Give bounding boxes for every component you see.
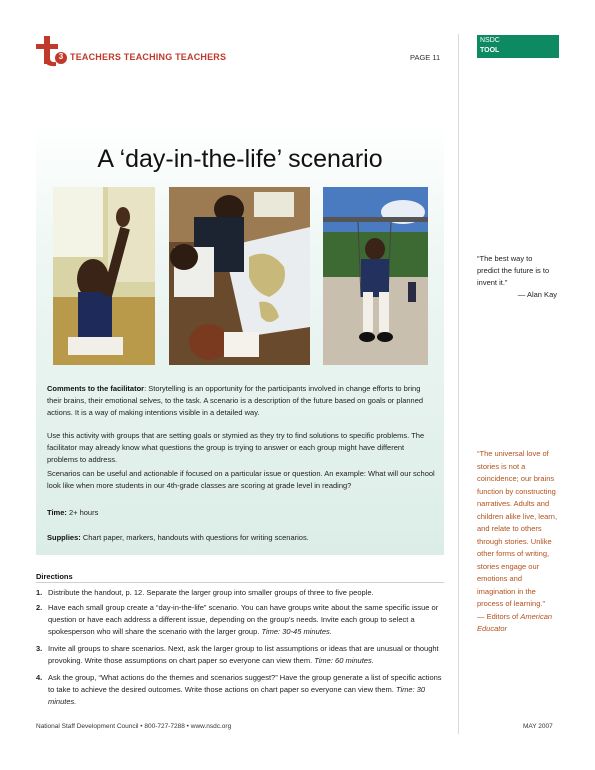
sidebar-quote-kay: “The best way to predict the future is to invent it.” [477,254,550,287]
photo-child-on-swing [323,187,428,365]
step-text: Distribute the handout, p. 12. Separate the larger group into smaller groups of three to five people. [48,588,374,597]
step-text: Ask the group, “What actions do the themes and scenarios suggest?” Have the group generate a list of specific actions to take to achieve the desired outcomes. Write those actions on chart paper so everyone can view them. Time: 30 minutes. [48,673,442,706]
quote-text: “The universal love of stories is not a coincidence; our brains function by constructing narratives. Adults and children alike live, learn, and relate to others through stories. Unlike other forms of writing, stories engage our emotions and imagination in the process of learning.” [477,449,558,608]
step-number: 2. [36,603,43,612]
example-paragraph: Scenarios can be useful and actionable if focused on a particular issue or question. An example: What will our school look like when more students in our 4th-grade classes are scoring at grade level in reading? [47,469,435,490]
tool-badge [477,35,559,58]
nsdc-logo [34,36,70,68]
photo-student-raising-hand [53,187,155,365]
step-text: Have each small group create a “day-in-the-life” scenario. You can have groups write about the same specific issue or question or have each address a different issue, depending on the group’s needs. Invite each group to select a spokesperson who will share the scenario with the larger group. Time: 30-45 minutes. [48,603,439,636]
supplies-line [47,532,435,544]
column-divider [458,34,459,734]
step-text: Invite all groups to share scenarios. Next, ask the larger group to list assumptions or ideas that are unusual or thought provoking. Write those assumptions on chart paper so everyone can view them. Time: 60 minutes. [48,644,439,665]
sidebar-quote-kay-attribution: — Alan Kay [517,290,557,299]
step-number: 4. [36,673,43,682]
time-value: 2+ hours [66,508,99,517]
comments-label: Comments to the facilitator [47,384,145,393]
facilitator-comments [47,383,435,419]
usage-paragraph: Use this activity with groups that are setting goals or stymied as they try to find solutions to specific problems. The facilitator may already know what questions the group is trying to answer or each group might have different problems to address. [47,431,425,464]
directions-divider [36,582,444,583]
logo-badge: 3 [58,52,64,61]
directions-heading: Directions [36,572,73,581]
footer-date: MAY 2007 [523,723,553,730]
page-title: A ‘day-in-the-life’ scenario [97,145,383,173]
supplies-value: Chart paper, markers, handouts with questions for writing scenarios. [80,533,309,542]
brand-title: TEACHERS TEACHING TEACHERS [70,52,227,62]
tool-badge-label: TOOL [480,47,500,54]
sidebar-quote-stories [477,448,559,636]
quote-attribution: — Editors of American Educator [477,611,553,633]
photo-students-with-map [169,187,310,365]
time-line [47,507,435,519]
time-label: Time: [47,508,67,517]
step-number: 1. [36,588,43,597]
supplies-label: Supplies: [47,533,81,542]
comments-text: : Storytelling is an opportunity for the participants involved in change efforts to bring their brains, their emotional selves, to the task. A scenario is a description of the future based on goals or planned actions. It is a way of making intentions visible in a detailed way. [47,384,424,417]
footer-contact: National Staff Development Council • 800-727-7288 • www.nsdc.org [36,723,232,730]
tool-badge-org: NSDC [480,37,500,44]
page-number: PAGE 11 [410,53,441,62]
step-number: 3. [36,644,43,653]
